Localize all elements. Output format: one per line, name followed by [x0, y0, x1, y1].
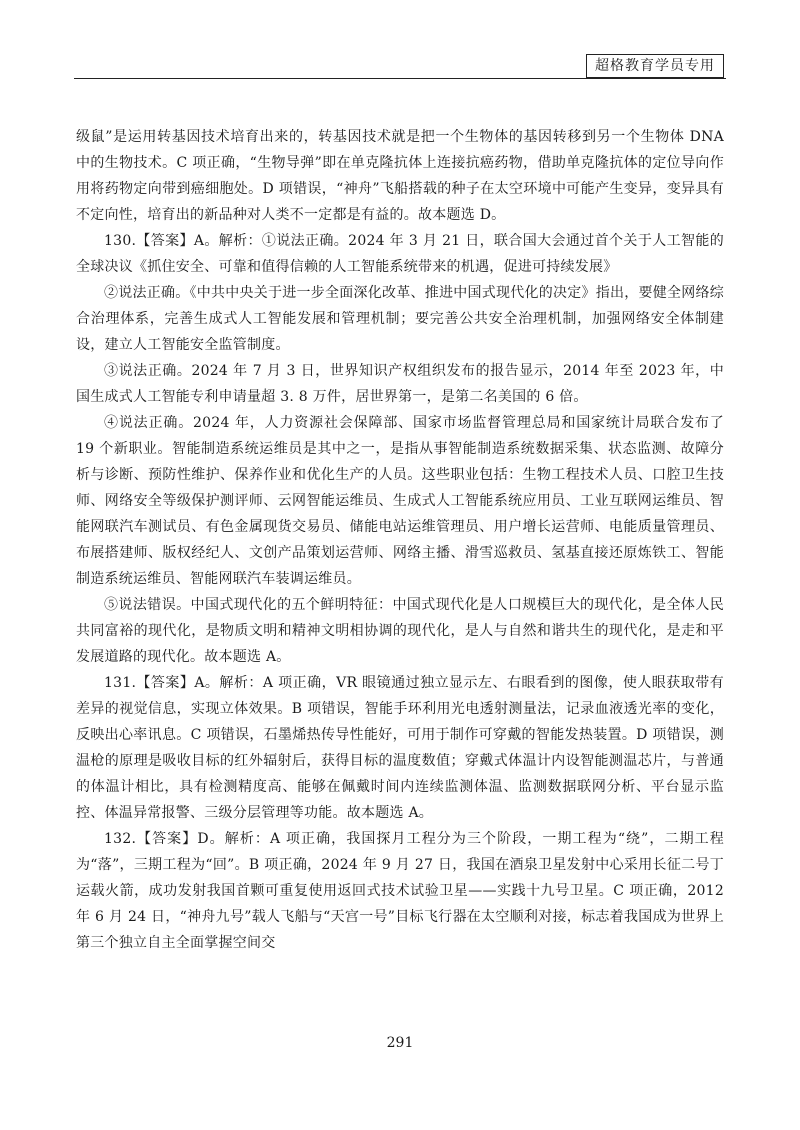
document-body	[76, 124, 724, 956]
header-label: 超格教育学员专用	[586, 54, 724, 78]
header-rule	[74, 78, 726, 79]
page-number: 291	[386, 1035, 414, 1051]
paragraph-statement-2: ②说法正确。《中共中央关于进一步全面深化改革、推进中国式现代化的决定》指出，要健全网络综合治理体系，完善生成式人工智能发展和管理机制；要完善公共安全治理机制，加强网络安全体制建设，建立人工智能安全监管制度。	[76, 285, 724, 353]
paragraph-answer-132: 132.【答案】D。解析：A 项正确，我国探月工程分为三个阶段，一期工程为“绕”，二期工程为“落”，三期工程为“回”。B 项正确，2024 年 9 月 27 日，我国在酒泉卫星发射中心采用长征二号丁运载火箭，成功发射我国首颗可重复使用返回式技术试验卫星——实践十九号卫星。C 项正确，2012 年 6 月 24 日，“神舟九号”载人飞船与“天宫一号”目标飞行器在太空顺利对接，标志着我国成为世界上第三个独立自主全面掌握空间交	[76, 831, 724, 951]
paragraph-answer-130: 130.【答案】A。解析：①说法正确。2024 年 3 月 21 日，联合国大会通过首个关于人工智能的全球决议《抓住安全、可靠和值得信赖的人工智能系统带来的机遇，促进可持续发展》	[76, 233, 724, 275]
paragraph-statement-4: ④说法正确。2024 年，人力资源社会保障部、国家市场监督管理总局和国家统计局联合发布了 19 个新职业。智能制造系统运维员是其中之一，是指从事智能制造系统数据采集、状态监测、故障分析与诊断、预防性维护、保养作业和优化生产的人员。这些职业包括：生物工程技术人员、口腔卫生技师、网络安全等级保护测评师、云网智能运维员、生成式人工智能系统应用员、工业互联网运维员、智能网联汽车测试员、有色金属现货交易员、储能电站运维管理员、用户增长运营师、电能质量管理员、布展搭建师、版权经纪人、文创产品策划运营师、网络主播、滑雪巡救员、氢基直接还原炼铁工、智能制造系统运维员、智能网联汽车装调运维员。	[76, 415, 724, 587]
paragraph-answer-131: 131.【答案】A。解析：A 项正确，VR 眼镜通过独立显示左、右眼看到的图像，使人眼获取带有差异的视觉信息，实现立体效果。B 项错误，智能手环利用光电透射测量法，记录血液透光率的变化，反映出心率讯息。C 项错误，石墨烯热传导性能好，可用于制作可穿戴的智能发热装置。D 项错误，测温枪的原理是吸收目标的红外辐射后，获得目标的温度数值；穿戴式体温计内设智能测温芯片，与普通的体温计相比，具有检测精度高、能够在佩戴时间内连续监测体温、监测数据联网分析、平台显示监控、体温异常报警、三级分层管理等功能。故本题选 A。	[76, 675, 724, 821]
paragraph-statement-3: ③说法正确。2024 年 7 月 3 日，世界知识产权组织发布的报告显示，2014 年至 2023 年，中国生成式人工智能专利申请量超 3. 8 万件，居世界第一，是第二名美国的 6 倍。	[76, 363, 724, 405]
paragraph-statement-5: ⑤说法错误。中国式现代化的五个鲜明特征：中国式现代化是人口规模巨大的现代化，是全体人民共同富裕的现代化，是物质文明和精神文明相协调的现代化，是人与自然和谐共生的现代化，是走和平发展道路的现代化。故本题选 A。	[76, 597, 724, 665]
paragraph-continuation: 级鼠”是运用转基因技术培育出来的，转基因技术就是把一个生物体的基因转移到另一个生物体 DNA 中的生物技术。C 项正确，“生物导弹”即在单克隆抗体上连接抗癌药物，借助单克隆抗体的定位导向作用将药物定向带到癌细胞处。D 项错误，“神舟”飞船搭载的种子在太空环境中可能产生变异，变异具有不定向性，培育出的新品种对人类不一定都是有益的。故本题选 D。	[76, 129, 724, 223]
